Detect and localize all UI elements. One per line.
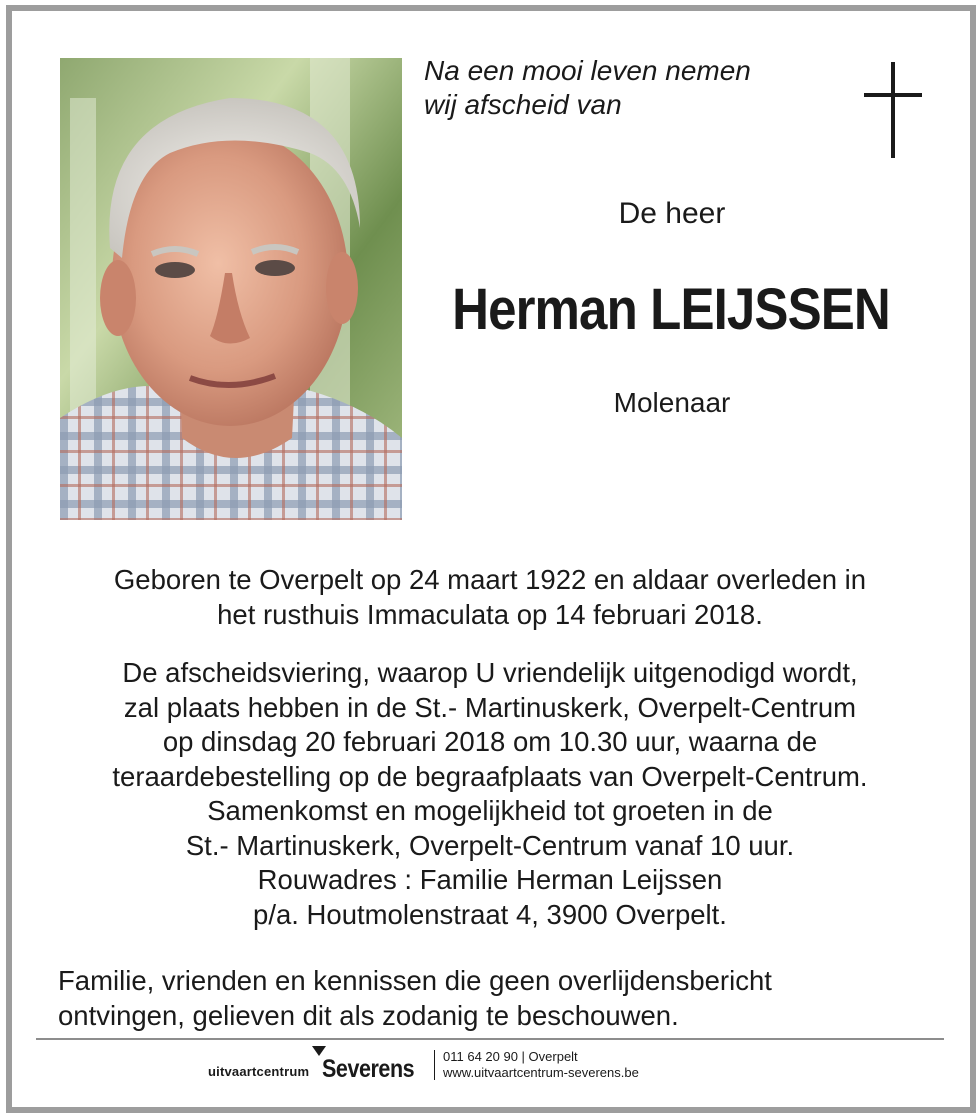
birth-line-2: het rusthuis Immaculata op 14 februari 2018. [217, 598, 763, 630]
ceremony-line: Samenkomst en mogelijkheid tot groeten in de [207, 795, 773, 826]
contact-info [443, 1049, 639, 1081]
ceremony-line: St.- Martinuskerk, Overpelt-Centrum vanaf 10 uur. [185, 829, 795, 861]
ceremony-line: op dinsdag 20 februari 2018 om 10.30 uur, waarna de [162, 726, 818, 757]
salutation: De heer [618, 197, 726, 230]
intro-text [424, 54, 824, 122]
notice-line-2: ontvingen, gelieven dit als zodanig te beschouwen. [58, 1000, 679, 1031]
logo-prefix: uitvaartcentrum [208, 1064, 310, 1079]
ceremony-line: zal plaats hebben in de St.- Martinuskerk, Overpelt-Centrum [123, 691, 857, 723]
birth-paragraph [40, 563, 940, 632]
website-link[interactable]: www.uitvaartcentrum-severens.be [443, 1065, 639, 1080]
ceremony-line: De afscheidsviering, waarop U vriendelijk uitgenodigd wordt, [122, 657, 858, 688]
notice-line-1: Familie, vrienden en kennissen die geen overlijdensbericht [58, 965, 772, 996]
birth-line-1: Geboren te Overpelt op 24 maart 1922 en aldaar overleden in [113, 564, 867, 595]
logo-brand: Severens [322, 1055, 415, 1083]
ceremony-paragraph [40, 656, 940, 932]
phone-line: 011 64 20 90 | Overpelt [443, 1049, 578, 1064]
profession: Molenaar [613, 387, 731, 418]
ceremony-line: p/a. Houtmolenstraat 4, 3900 Overpelt. [253, 898, 727, 930]
logo-separator [434, 1050, 435, 1080]
funeral-home-logo [208, 1046, 688, 1086]
ceremony-line: teraardebestelling op de begraafplaats van Overpelt-Centrum. [112, 760, 868, 792]
intro-line-1: Na een mooi leven nemen [424, 55, 751, 86]
portrait-photo [60, 58, 402, 520]
intro-line-2: wij afscheid van [424, 89, 622, 120]
notice-paragraph [58, 963, 938, 1033]
ceremony-line: Rouwadres : Familie Herman Leijssen [257, 864, 723, 895]
deceased-name: Herman LEIJSSEN [452, 277, 890, 342]
cross-icon [864, 62, 922, 158]
divider [36, 1038, 944, 1040]
